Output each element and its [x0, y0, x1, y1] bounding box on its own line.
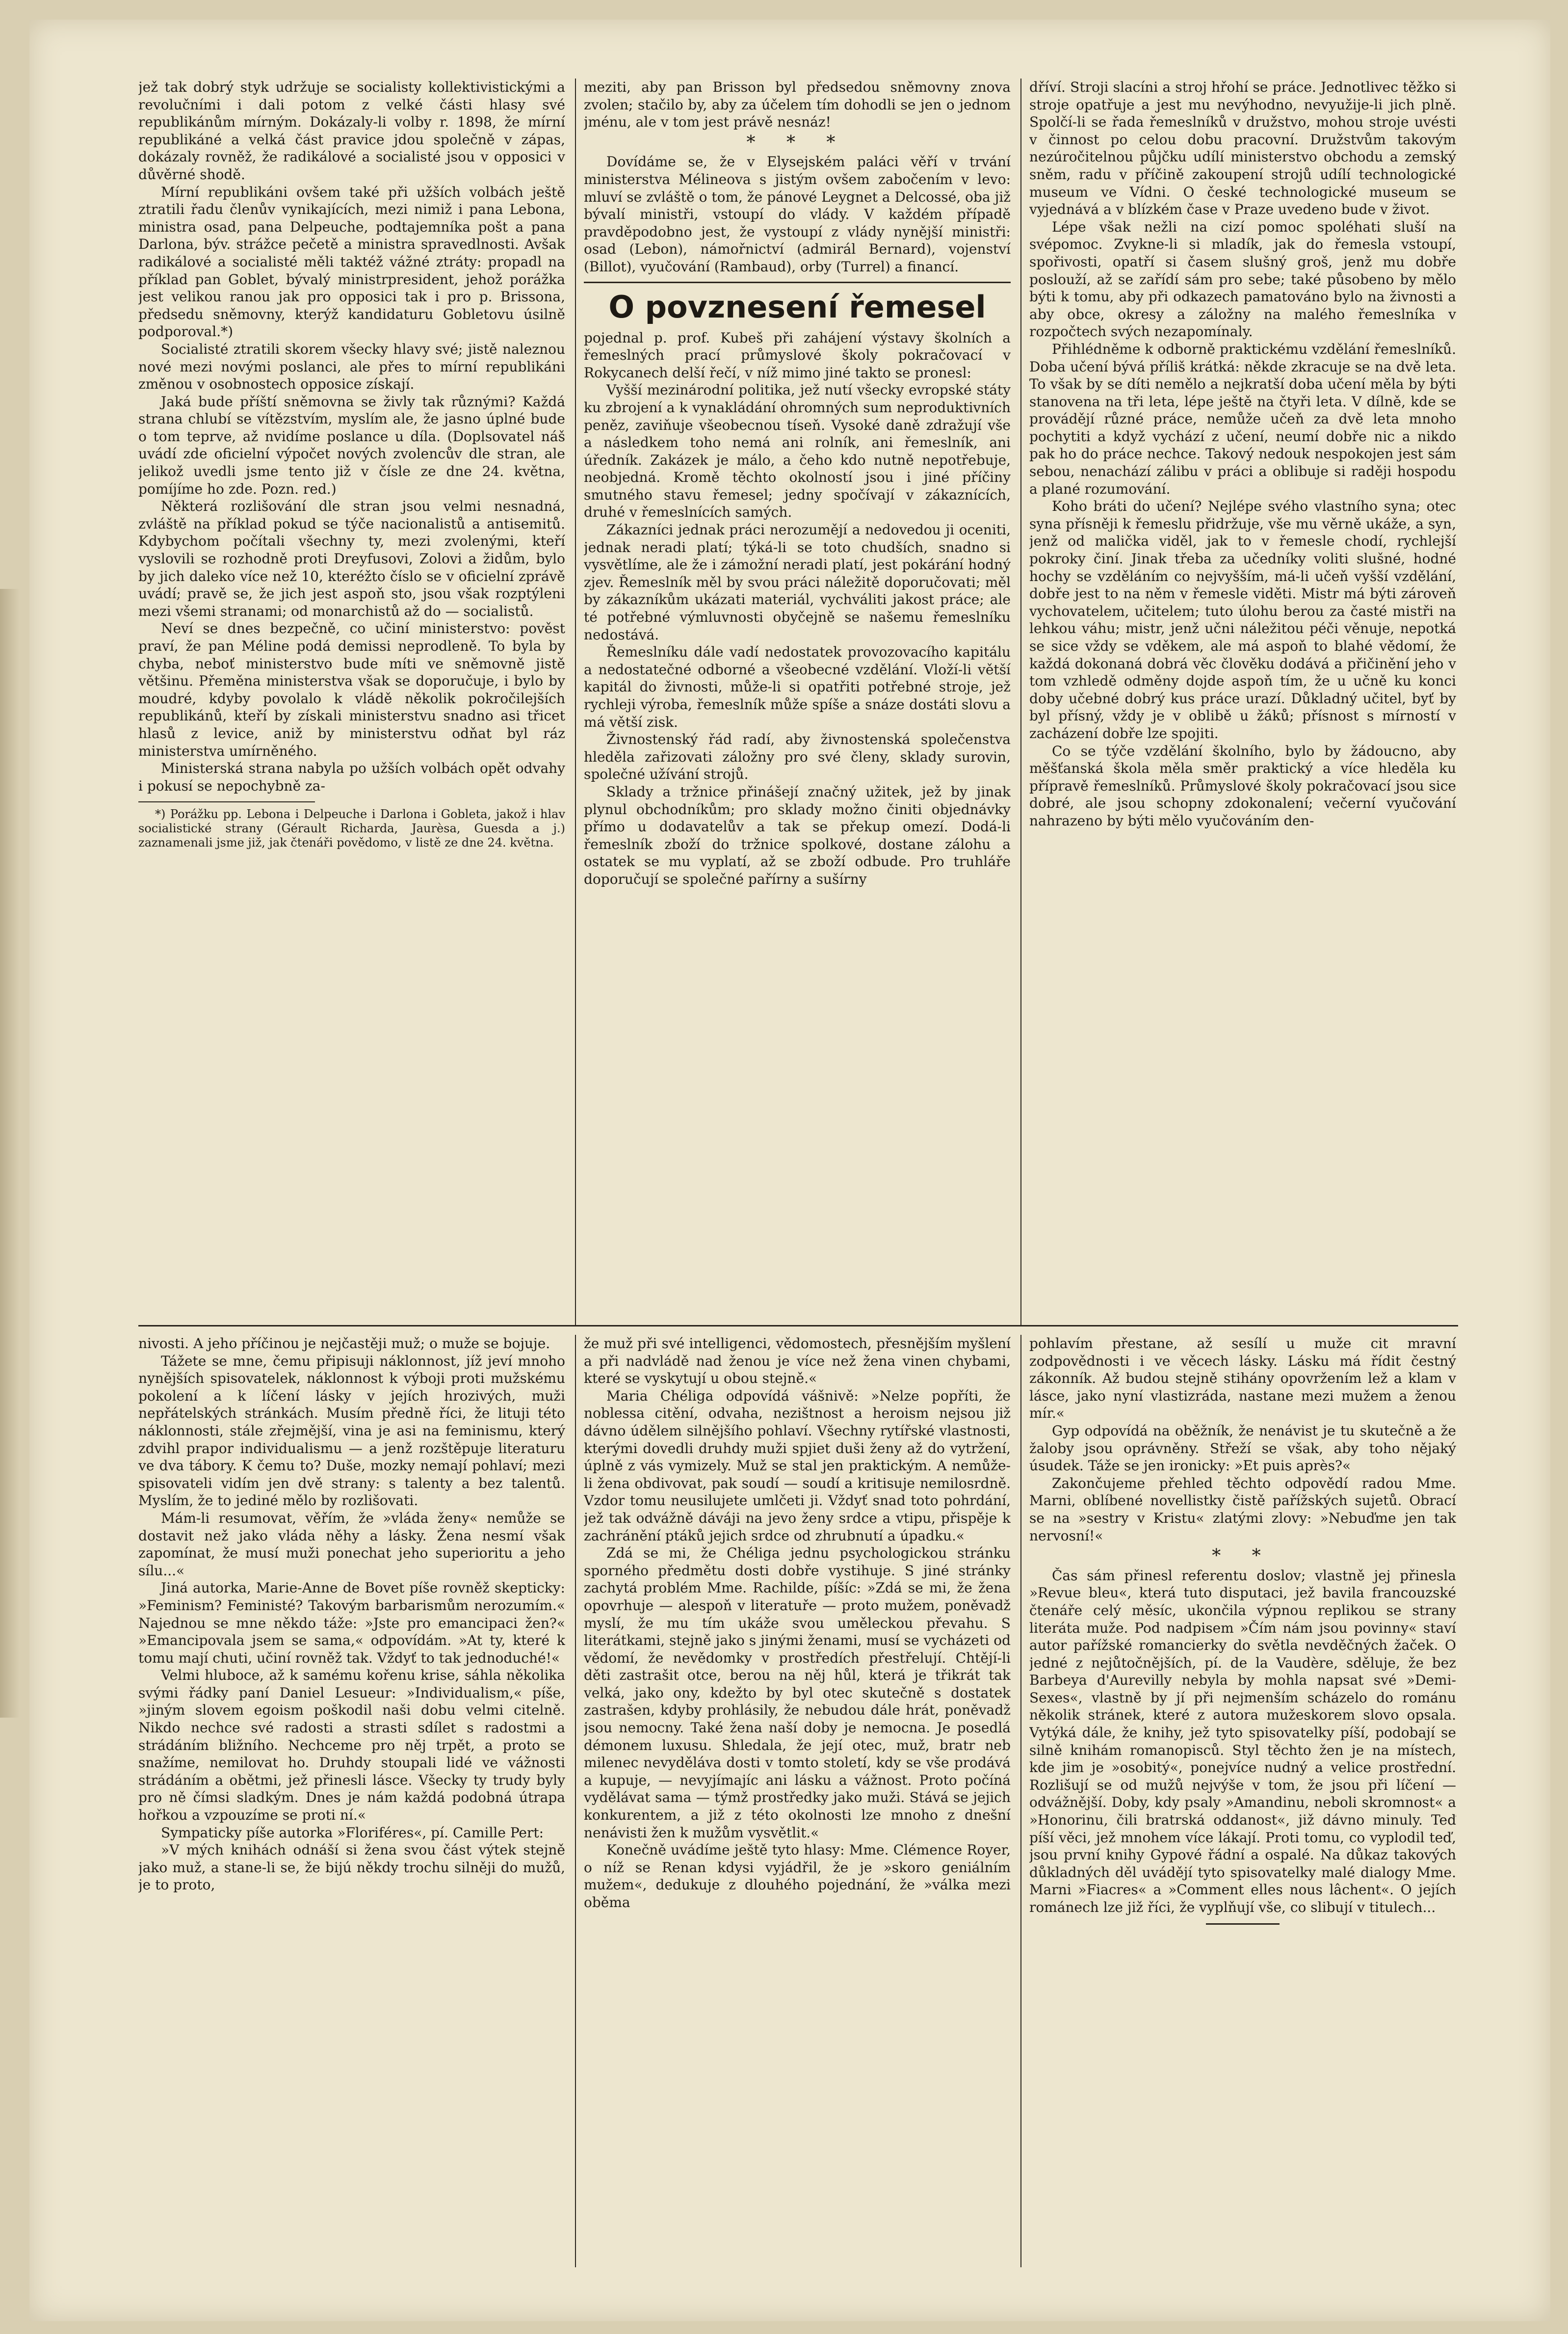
column-divider: [575, 1335, 576, 2267]
paragraph: Zdá se mi, že Chéliga jednu psychologickou stránku sporného předmětu dosti dobře vystihuje. S jiné stránky zachytá problém Mme. Rachilde, píšíc: »Zdá se mi, že žena opovrhuje — alespoň v literatuře — proto mužem, poněvadž myslí, že mu tím ukáže svou uměleckou převahu. S literátkami, stejně jako s jinými ženami, musí se vycházeti od vědomí, že nevědomky v prostředích přestřelují. Chtějí-li děti zastrašit otce, berou na něj hůl, která je třikrát tak velká, jako ony, kdežto by byl otec skutečně s dostatek zastrašen, kdyby prohlásily, že nebudou dále hrát, poněvadž jsou nemocny. Také žena naší doby je nemocna. Je posedlá démonem luxusu. Shledala, že její otec, muž, bratr neb milenec nevyděláva dosti v tomto století, kdy se vše prodává a kupuje, — nevyjímajíc ani lásku a vážnost. Proto počíná vydělávat sama — týmž prostředky jako muži. Stává se jejich konkurentem, a již z této okolnosti lze mnoho z dnešní nenávisti žen k mužům vysvětlit.«: [584, 1545, 1011, 1841]
bottom-column-3: [1029, 1335, 1456, 2267]
top-column-2: [584, 79, 1011, 1315]
paragraph: dříví. Stroji slacíni a stroj hřohí se práce. Jednotlivec těžko si stroje opatřuje a jest mu nevýhodno, nevyužije-li jich plně. Spolčí-li se řada řemeslníků v družstvo, mohou stroje uvésti v činnost po celou dobu pracovní. Družstvům takovým nezúročitelnou půjčku udílí ministerstvo obchodu a zemský sněm, radu v příčině zakoupení strojů udílí technologické museum ve Vídni. O české technologické museum se vyjednává a v blízkém čase v Praze uvedeno bude v život.: [1029, 79, 1456, 218]
column-divider: [1020, 1335, 1021, 2267]
end-rule: [1206, 1923, 1280, 1925]
headline-rule: [584, 282, 1011, 283]
paragraph: pohlavím přestane, až sesílí u muže cit mravní zodpovědnosti i ve věcech lásky. Lásku má řídit čestný zákonník. Až budou stejně stihány opovržením lež a klam v lásce, jako nyní vlastizráda, nastane mezi mužem a ženou mír.«: [1029, 1335, 1456, 1422]
article-headline: O povznesení řemesel: [608, 289, 986, 325]
paragraph: jež tak dobrý styk udržuje se socialisty kollektivistickými a revolučními i dali potom z velké části hlasy své republikánům mírným. Dokázaly-li volby r. 1898, že mírní republikáné a velká část pravice jdou společně v zápas, dokázaly rovněž, že radikálové a socialisté jsou v opposici v důvěrné shodě.: [138, 79, 565, 183]
paragraph: Jaká bude příští sněmovna se živly tak různými? Každá strana chlubí se vítězstvím, myslím ale, že jasno úplné bude o tom teprve, až nvidíme poslance u díla. (Doplsovatel náš uvádí zde oficielní výpočet nových zvolencův dle stran, ale jelikož uvedli jsme tento již v čísle ze dne 24. května, pomíjíme ho zde. Pozn. red.): [138, 393, 565, 497]
paragraph: Čas sám přinesl referentu doslov; vlastně jej přinesla »Revue bleu«, která tuto disputaci, jež bavila francouzské čtenáře celý měsíc, ukončila výpnou replikou se strany literáta muže. Pod nadpisem »Čím nám jsou povinny« staví autor pařížské romancierky do světla nevděčných žaček. O jedné z nejůtočnějších, pí. de la Vaudère, sděluje, že bez Barbeya d'Aurevilly nebyla by mohla napsat své »Demi-Sexes«, vlastně by jí při nejmenším scházelo do románu několik stránek, které z autora mužeskorem slovo opsala. Vytýká dále, že knihy, jež tyto spisovatelky píší, podobají se silně knihám romanopisců. Styl těchto žen je na místech, kde jim je »osobitý«, ponejvíce nudný a velice prostřední. Rozlišují se od mužů nejvýše v tom, že jsou při líčení — odvážnější. Doby, kdy psaly »Amandinu, neboli skromnost« a »Honorinu, čili bratrská oddanost«, již dávno minuly. Teď píší věci, jež mnohem více lákají. Proti tomu, co vyplodil teď, jsou první knihy Gypové řádní a ospalé. Na důkaz takových důkladných děl uvádějí tyto spisovatelky malé dialogy Mme. Marni »Fiacres« a »Comment elles nous lâchent«. O jejích románech lze již říci, že vyplňují vše, co slibují v titulech...: [1029, 1567, 1456, 1915]
top-column-1: [138, 79, 565, 1315]
paragraph: Mírní republikáni ovšem také při užších volbách ještě ztratili řadu členův vynikajících, mezi nimiž i pana Lebona, ministra osad, pana Delpeuche, podtajemníka pošt a pana Darlona, býv. strážce pečetě a ministra spravedlnosti. Avšak radikálové a socialisté měli taktéž vážné ztráty: propadl na příklad pan Goblet, bývalý ministrpresident, jehož porážka jest velikou ranou jak pro opposici tak i pro p. Brissona, předsedu sněmovny, kterýž kandidaturu Gobletovu úsilně podporoval.*): [138, 184, 565, 340]
paragraph: Dovídáme se, že v Elysejském paláci věří v trvání ministerstva Mélineova s jistým ovšem zabočením v levo: mluví se zvláště o tom, že pánové Leygnet a Delcossé, oba již bývalí ministři, vstoupí do vlády. V každém případě pravděpodobno jest, že vystoupí z vlády nynější ministři: osad (Lebon), námořnictví (admirál Bernard), vojenství (Billot), vyučování (Rambaud), orby (Turrel) a financí.: [584, 154, 1011, 275]
paragraph: nivosti. A jeho příčinou je nejčastěji muž; o muže se bojuje.: [138, 1335, 550, 1352]
paragraph: Socialisté ztratili skorem všecky hlavy své; jistě naleznou nové mezi novými poslanci, ale přes to mírní republikáni změnou v osobnostech opposice získají.: [138, 341, 565, 393]
paragraph: Řemeslníku dále vadí nedostatek provozovacího kapitálu a nedostatečné odborné a všeobecné vzdělání. Vloží-li větší kapitál do živnosti, může-li si opatřiti potřebné stroje, jež rychleji výroba, řemeslník může spíše a snáze dostáti slovu a má větší zisk.: [584, 644, 1011, 730]
paragraph: že muž při své intelligenci, vědomostech, přesnějším myšlení a při nadvládě nad ženou je více než žena vinen chybami, které se vyskytují u obou stejně.«: [584, 1335, 1011, 1387]
paragraph: Gyp odpovídá na oběžník, že nenávist je tu skutečně a že žaloby jsou oprávněny. Střeží se však, aby toho nějaký úsudek. Táže se jen ironicky: »Et puis après?«: [1029, 1422, 1456, 1474]
paragraph: Ministerská strana nabyla po užších volbách opět odvahy i pokusí se nepochybně za-: [138, 760, 565, 794]
paragraph: Koho bráti do učení? Nejlépe svého vlastního syna; otec syna přísněji k řemeslu přidržuje, vše mu věrně ukáže, a syn, jenž od malička viděl, jak to v řemesle chodí, rychlejší pokroky činí. Jinak třeba za učedníky voliti slušné, hodné hochy se vzděláním co nejvyšším, má-li učeň vyšší vzdělání, dobře jest to na něm v řemesle viděti. Mistr má býti zároveň vychovatelem, učitelem; tuto úlohu berou za časté mistři na lehkou váhu; mistr, jenž učni náležitou péči věnuje, nepotká se sice vždy se vděkem, ale má aspoň to blahé vědomí, že každá dokonaná dobrá věc člověku dodává a přičinění jeho v tom vzhledě odměny dojde aspoň tím, že u učně ku konci doby učebné dobrý kus práce urazí. Důkladný učitel, byť by byl přísný, vždy je v oblibě u žáků; přísnost s mírností v zacházení dobře lze spojiti.: [1029, 498, 1456, 742]
footnote: [138, 807, 565, 850]
paragraph: Přihlédněme k odborně praktickému vzdělání řemeslníků. Doba učení bývá příliš krátká: někde zkracuje se na dvě leta. To však by se díti nemělo a nejkratší doba učení měla by býti stanovena na tři leta, lépe ještě na čtyři leta. V dílně, kde se provádějí různé práce, nemůže učeň za dvě leta mnoho pochytiti a když vychází z učení, neumí dobře nic a nikdo pak ho do práce nechce. Takový nedouk nespokojen jest sám sebou, nenachází zálibu v práci a oblibuje si raději hospodu a plané rozumování.: [1029, 341, 1456, 497]
paragraph: Sklady a tržnice přinášejí značný užitek, jež by jinak plynul obchodníkům; pro sklady možno činiti objednávky přímo u dodavatelův a tak se překup omezí. Dodá-li řemeslník zboží do tržnice spolkové, dostane zálohu a ostatek se mu vyplatí, až se zboží odbude. Pro truhláře doporučují se společné pařírny a sušírny: [584, 783, 1011, 887]
paragraph: Jiná autorka, Marie-Anne de Bovet píše rovněž skepticky: »Feminism? Feministé? Takovým barbarismům nerozumím.« Najednou se mne někdo táže: »Jste pro emancipaci žen?« »Emancipovala jsem se sama,« odpovídám. »At ty, které k tomu mají chuti, učiní rovněž tak. Vždyť to tak jednoduché!«: [138, 1580, 565, 1666]
column-divider: [575, 79, 576, 1325]
bottom-column-2: [584, 1335, 1011, 2267]
paragraph: Vyšší mezinárodní politika, jež nutí všecky evropské státy ku zbrojení a k vynakládání ohromných sum neproduktivních peněz, zaviňuje všeobecnou tíseň. Vysoké daně zdražují vše a následkem toho nemá ani rolník, ani řemeslník, ani úředník. Zakázek je málo, a čeho kdo nutně nepotřebuje, neobjedná. Kromě těchto okolností jsou i jiné příčiny smutného stavu řemesel; jedny spočívají v zákaznících, druhé v řemeslnících samých.: [584, 382, 1011, 521]
paragraph: Některá rozlišování dle stran jsou velmi nesnadná, zvláště na příklad pokud se týče nacionalistů a antisemitů. Kdybychom počítali všechny ty, mezi zvolenými, kteří vyslovili se rozhodně proti Dreyfusovi, Zolovi a židům, bylo by jich daleko více než 10, kteréžto číslo se v oficielní zprávě uvádí; pravě se, že jich jest aspoň sto, jsou však rozptýleni mezi všemi stranami; od monarchistů až do — socialistů.: [138, 498, 565, 619]
paragraph: Maria Chéliga odpovídá vášnivě: »Nelze popříti, že noblessa citění, odvaha, nezištnost a heroism nejsou již dávno údělem silnějšího pohlaví. Všechny rytířské vlastnosti, kterými dovedli druhdy muži spjiet duši ženy až do vytržení, úplně z vás vymizely. Muž se stal jen praktickým. A nemůže-li žena obdivovat, pak soudí — soudí a kritisuje nemilosrdně. Vzdor tomu neusilujete umlčeti ji. Vždyť snad toto pohrdání, jež tak odvážně dáváji na jevo ženy srdce a vtipu, přispěje k zachránění ptáků jejich srdce od zhrubnutí a úpadku.«: [584, 1387, 1011, 1544]
section-stars: * * *: [746, 132, 848, 153]
footnote-text: *) Porážku pp. Lebona i Delpeuche i Darlona i Gobleta, jakož i hlav socialistické strany (Gérault Richarda, Jaurèsa, Guesda a j.) zaznamenali jsme již, jak čtenáři povědomo, v listě ze dne 24. května.: [138, 807, 565, 850]
paragraph: Mám-li resumovat, věřím, že »vláda ženy« nemůže se dostavit než jako vláda něhy a lásky. Žena nesmí však zapomínat, že musí muži ponechat jeho superioritu a jeho sílu...«: [138, 1510, 565, 1579]
paragraph: Lépe však nežli na cizí pomoc spoléhati sluší na svépomoc. Zvykne-li si mladík, jak do řemesla vstoupí, spořivosti, opatří si časem slušný groš, jenž mu dobře poslouží, až se zařídí sám pro sebe; také působeno by mělo býti k tomu, aby při odkazech pamatováno bylo na živnosti a aby obce, okresy a záložny na malého řemeslníka v rozpočtech svých nezapomínaly.: [1029, 218, 1456, 340]
bottom-column-1: [138, 1335, 565, 2267]
section-divider: [138, 1325, 1458, 1326]
top-column-3: [1029, 79, 1456, 1315]
paragraph: Sympaticky píše autorka »Floriféres«, pí. Camille Pert:: [161, 1824, 544, 1841]
paragraph: Zákazníci jednak práci nerozumějí a nedovedou ji oceniti, jednak neradi platí; týká-li se toto chudších, snadno si vysvětlíme, ale že i zámožní neradi platí, jest pokárání hodný zjev. Řemeslník měl by svou práci náležitě doporučovati; měl by zákazníkům ukázati materiál, vychváliti jakost práce; ale té potřebné výmluvnosti obyčejně se našemu řemeslníku nedostává.: [584, 522, 1011, 643]
paragraph: meziti, aby pan Brisson byl předsedou sněmovny znova zvolen; stačilo by, aby za účelem tím dohodli se jen o jednom jménu, ale v tom jest právě nesnáz!: [584, 79, 1011, 131]
paragraph: Co se týče vzdělání školního, bylo by žádoucno, aby měšťanská škola měla směr praktický a více hleděla ku přípravě řemeslníků. Průmyslové školy pokračovací jsou sice dobré, ale jsou schopny zdokonalení; večerní vyučování nahrazeno by býti mělo vyučováním den-: [1029, 743, 1456, 829]
paragraph: Živnostenský řád radí, aby živnostenská společenstva hleděla zařizovati záložny pro své členy, sklady surovin, společné užívání strojů.: [584, 731, 1011, 783]
paragraph: »V mých knihách odnáší si žena svou část výtek stejně jako muž, a stane-li se, že bijú někdy trochu silněji do mužů, je to proto,: [138, 1842, 565, 1893]
paragraph: Velmi hluboce, až k samému kořenu krise, sáhla několika svými řádky paní Daniel Lesueur: »Individualism,« píše, »jiným slovem egoism poškodil naši dobu velmi citelně. Nikdo nechce své radosti a strasti sdílet s radostmi a strádáním bližního. Nechceme pro něj trpět, a proto se snažíme, nemilovat ho. Druhdy stoupali lidé ve vážnosti strádáním a obětmi, jež přinesli lásce. Všecky ty trudy byly pro ně čímsi sladkým. Dnes je nám každá podobná útrapa hořkou a vzpouzíme se proti ní.«: [138, 1667, 565, 1824]
column-divider: [1020, 79, 1021, 1325]
section-stars: * *: [1212, 1546, 1274, 1566]
paragraph: Tážete se mne, čemu připisuji náklonnost, jíž jeví mnoho nynějších spisovatelek, náklonnost k výboji proti mužskému pokolení a k líčení lásky v jejích hrozivých, muži nepřátelských stránkách. Musím předně říci, že lituji této náklonnosti, stále zřejmější, vina je asi na feminismu, který zdvihl prapor individualismu — a jenž rozštěpuje literaturu ve dva tábory. K čemu to? Duše, mozky nemají pohlaví; mezi spisovateli vidím jen dvě strany: s talenty a bez talentů. Myslím, že to jediné mělo by rozlišovati.: [138, 1353, 565, 1509]
newspaper-page: [29, 20, 1550, 2321]
footnote-rule: [138, 801, 315, 802]
paragraph: Konečně uvádíme ještě tyto hlasy: Mme. Clémence Royer, o níž se Renan kdysi vyjádřil, že je »skoro geniálním mužem«, dedukuje z dlouhého pojednání, že »válka mezi oběma: [584, 1842, 1011, 1910]
binding-edge: [0, 589, 20, 1718]
paragraph: Zakončujeme přehled těchto odpovědí radou Mme. Marni, oblíbené novellistky čistě pařížských sujetů. Obrací se na »sestry v Kristu« zlatými zlovy: »Nebuďme jen tak nervosní!«: [1029, 1475, 1456, 1544]
paragraph: pojednal p. prof. Kubeš při zahájení výstavy školních a řemeslných prací průmyslové školy pokračovací v Rokycanech delší řečí, v níž mimo jiné takto se pronesl:: [584, 329, 1011, 381]
paragraph: Neví se dnes bezpečně, co učiní ministerstvo: pověst praví, že pan Méline podá demissi neprodleně. To byla by chyba, neboť ministerstvo bude míti ve sněmovně jistě většinu. Přeměna ministerstva však se doporučuje, i bylo by moudré, kdyby povolalo k vládě několik pokročilejších republikánů, kteří by získali ministerstvu snadno asi třicet hlasů z levice, aniž by ministerstvu odňat byl ráz ministerstva umírněného.: [138, 620, 565, 759]
